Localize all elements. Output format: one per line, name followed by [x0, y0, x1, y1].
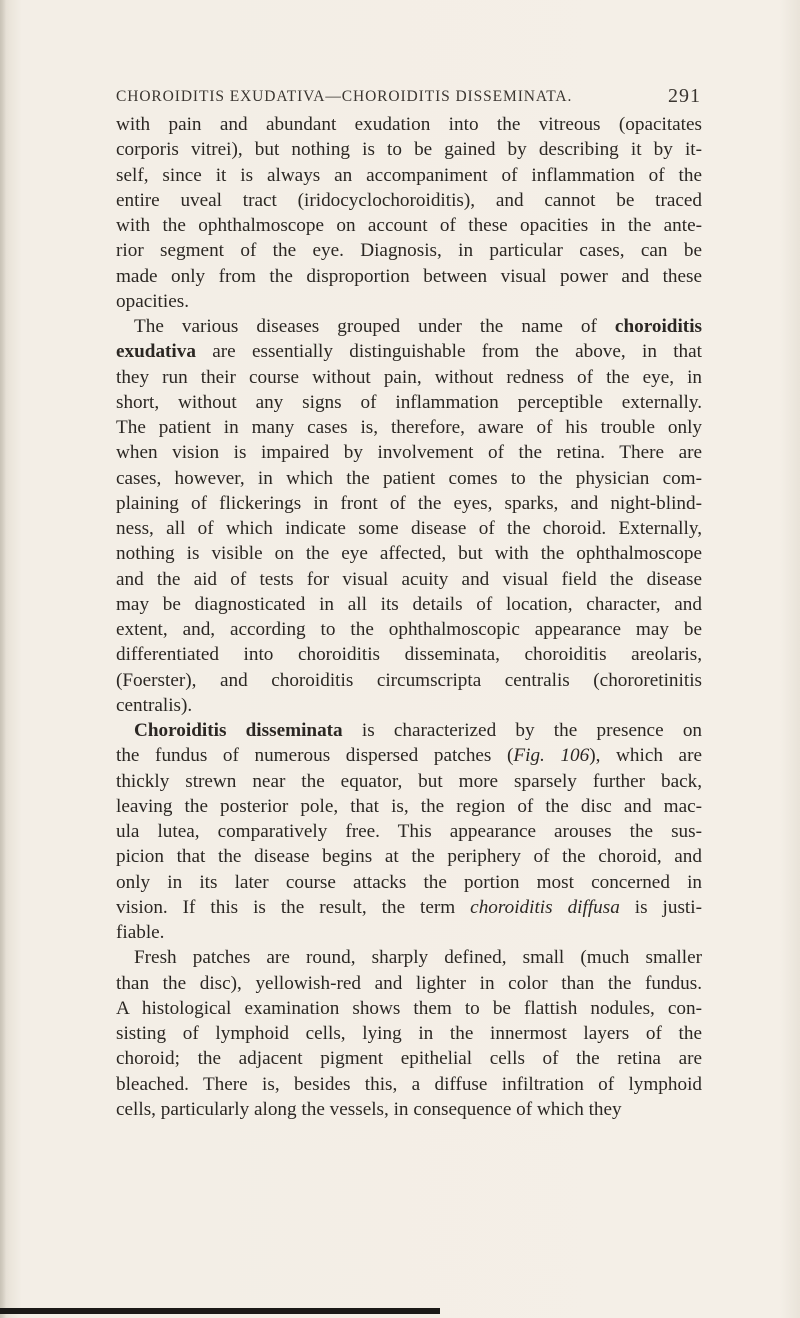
- text-line: [116, 567, 702, 592]
- text-line: [116, 617, 702, 642]
- text-segment: they run their course without pain, without redness of the eye, in: [116, 366, 702, 388]
- text-segment: than the disc), yellowish-red and lighter in color than the fundus.: [116, 972, 702, 994]
- text-line: [116, 718, 702, 743]
- text-segment: A histological examination shows them to be flattish nodules, con-: [116, 997, 702, 1019]
- text-line: [116, 314, 702, 339]
- running-head-title: CHOROIDITIS EXUDATIVA—CHOROIDITIS DISSEMINATA.: [116, 88, 573, 105]
- text-segment: sisting of lymphoid cells, lying in the innermost layers of the: [116, 1023, 702, 1044]
- text-segment: when vision is impaired by involvement of the retina. There are: [116, 442, 702, 464]
- bold-term: Choroiditis disseminata: [134, 720, 343, 741]
- text-line: [116, 844, 702, 869]
- text-line: [116, 339, 702, 364]
- text-line: [116, 920, 702, 945]
- text-line: [116, 996, 702, 1021]
- text-segment: with the ophthalmoscope on account of these opacities in the ante-: [116, 215, 702, 236]
- text-segment: choroid; the adjacent pigment epithelial cells of the retina are: [116, 1048, 702, 1070]
- text-line: [116, 415, 702, 440]
- text-segment: cells, particularly along the vessels, in consequence of which they: [116, 1098, 622, 1120]
- text-segment: thickly strewn near the equator, but more sparsely further back,: [116, 770, 702, 792]
- text-segment: The various diseases grouped under the name of: [134, 316, 615, 337]
- text-segment: short, without any signs of inflammation perceptible externally.: [116, 391, 702, 413]
- text-line: [116, 188, 702, 213]
- text-line: [116, 945, 702, 970]
- text-line: [116, 1097, 702, 1122]
- text-segment: extent, and, according to the ophthalmoscopic appearance may be: [116, 619, 702, 640]
- text-line: [116, 112, 702, 137]
- italic-term: Fig. 106: [513, 745, 590, 767]
- text-line: [116, 491, 702, 516]
- text-line: [116, 213, 702, 238]
- text-segment: The patient in many cases is, therefore, aware of his trouble only: [116, 417, 702, 438]
- bold-term: exudativa: [116, 341, 196, 363]
- text-segment: ula lutea, comparatively free. This appearance arouses the sus-: [116, 821, 702, 842]
- text-line: [116, 895, 702, 920]
- text-segment: is justi-: [619, 896, 702, 918]
- bold-term: choroiditis: [614, 316, 702, 337]
- text-line: [116, 516, 702, 541]
- text-segment: plaining of flickerings in front of the eyes, sparks, and night-blind-: [116, 492, 702, 514]
- text-line: [116, 440, 702, 465]
- text-segment: (Foerster), and choroiditis circumscripta centralis (chororetinitis: [116, 669, 702, 691]
- text-segment: made only from the disproportion between visual power and these: [116, 265, 702, 287]
- text-line: [116, 264, 702, 289]
- text-segment: ), which are: [589, 745, 702, 767]
- text-segment: are essentially distinguishable from the above, in that: [195, 341, 702, 363]
- text-line: [116, 769, 702, 794]
- text-segment: and the aid of tests for visual acuity and visual field the disease: [116, 568, 702, 590]
- text-line: [116, 137, 702, 162]
- text-line: [116, 238, 702, 263]
- text-line: [116, 819, 702, 844]
- text-segment: nothing is visible on the eye affected, but with the ophthalmoscope: [116, 543, 702, 565]
- page-gutter-shadow: [0, 0, 6, 1318]
- text-line: [116, 289, 702, 314]
- text-line: [116, 971, 702, 996]
- text-line: [116, 668, 702, 693]
- text-segment: leaving the posterior pole, that is, the region of the disc and mac-: [116, 795, 702, 817]
- text-segment: Fresh patches are round, sharply defined, small (much smaller: [134, 947, 702, 969]
- text-segment: entire uveal tract (iridocyclochoroiditis), and cannot be traced: [116, 189, 702, 211]
- text-segment: opacities.: [116, 290, 189, 312]
- text-line: [116, 541, 702, 566]
- text-line: [116, 592, 702, 617]
- text-segment: self, since it is always an accompaniment of inflammation of the: [116, 164, 702, 186]
- text-segment: vision. If this is the result, the term: [116, 896, 471, 918]
- text-segment: cases, however, in which the patient comes to the physician com-: [116, 467, 702, 489]
- text-line: [116, 163, 702, 188]
- text-segment: may be diagnosticated in all its details of location, character, and: [116, 593, 702, 615]
- text-segment: only in its later course attacks the portion most concerned in: [116, 871, 702, 893]
- text-line: [116, 390, 702, 415]
- text-segment: rior segment of the eye. Diagnosis, in particular cases, can be: [116, 240, 702, 262]
- body-text: [116, 112, 702, 1122]
- text-segment: ness, all of which indicate some disease of the choroid. Externally,: [116, 518, 702, 539]
- text-line: [116, 466, 702, 491]
- text-segment: fiable.: [116, 922, 165, 943]
- text-segment: corporis vitrei), but nothing is to be gained by describing it by it-: [116, 139, 702, 161]
- italic-term: choroiditis diffusa: [470, 896, 620, 918]
- text-segment: differentiated into choroiditis disseminata, choroiditis areolaris,: [116, 644, 702, 666]
- text-segment: centralis).: [116, 694, 193, 716]
- text-line: [116, 870, 702, 895]
- text-line: [116, 365, 702, 390]
- text-segment: bleached. There is, besides this, a diffuse infiltration of lymphoid: [116, 1073, 702, 1095]
- text-line: [116, 794, 702, 819]
- running-head: [116, 85, 701, 112]
- text-segment: the fundus of numerous dispersed patches (: [116, 745, 514, 767]
- page-number: 291: [668, 85, 701, 107]
- page-edge-mark: [0, 1308, 440, 1314]
- text-segment: with pain and abundant exudation into the vitreous (opacitates: [116, 114, 702, 135]
- text-line: [116, 1021, 702, 1046]
- text-segment: is characterized by the presence on: [342, 720, 703, 741]
- text-line: [116, 1046, 702, 1071]
- text-line: [116, 693, 702, 718]
- text-line: [116, 642, 702, 667]
- text-line: [116, 743, 702, 768]
- text-segment: picion that the disease begins at the periphery of the choroid, and: [116, 846, 702, 868]
- text-line: [116, 1072, 702, 1097]
